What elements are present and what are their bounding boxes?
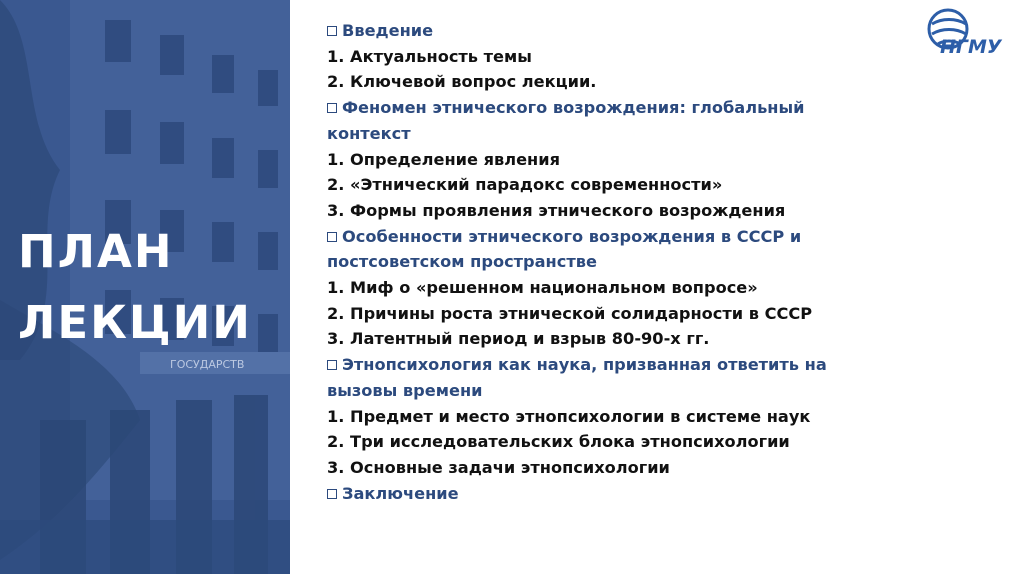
outline-item-text: 1. Миф о «решенном национальном вопросе»: [327, 278, 758, 298]
outline-section-continuation: контекст: [327, 123, 411, 143]
outline-item: [327, 44, 927, 70]
outline-item-text: 2. Ключевой вопрос лекции.: [327, 72, 597, 92]
outline-section: [327, 352, 927, 378]
outline-section-text: Особенности этнического возрождения в СССР и: [342, 226, 802, 246]
checkbox-bullet-icon: [327, 103, 337, 113]
outline-item: [327, 172, 927, 198]
outline-item: [327, 326, 927, 352]
outline-item: [327, 455, 927, 481]
lecture-outline: [327, 18, 927, 506]
outline-section-text: Феномен этнического возрождения: глобальный: [342, 98, 805, 118]
checkbox-bullet-icon: [327, 360, 337, 370]
outline-item: [327, 147, 927, 173]
outline-section: [327, 224, 927, 250]
outline-item-text: 3. Формы проявления этнического возрождения: [327, 200, 786, 220]
slide-title: [18, 216, 252, 358]
outline-item-text: 1. Актуальность темы: [327, 46, 532, 66]
outline-item: [327, 198, 927, 224]
checkbox-bullet-icon: [327, 232, 337, 242]
outline-item: [327, 301, 927, 327]
outline-item: [327, 429, 927, 455]
outline-item: [327, 404, 927, 430]
checkbox-bullet-icon: [327, 489, 337, 499]
outline-item-text: 1. Определение явления: [327, 149, 560, 169]
outline-section-continuation: постсоветском пространстве: [327, 252, 597, 272]
slide-title-line-2: ЛЕКЦИИ: [18, 296, 252, 349]
outline-item-text: 3. Латентный период и взрыв 80-90-х гг.: [327, 329, 710, 349]
building-sign-text: ГОСУДАРСТВ: [170, 358, 245, 371]
outline-section: [327, 481, 927, 507]
outline-section: [327, 95, 927, 121]
outline-item-text: 1. Предмет и место этнопсихологии в системе наук: [327, 406, 811, 426]
outline-section-continuation: вызовы времени: [327, 380, 483, 400]
building-photo-panel: [0, 0, 290, 574]
university-logo-icon: [926, 4, 1012, 62]
outline-item-text: 2. «Этнический парадокс современности»: [327, 175, 723, 195]
outline-section-text: Заключение: [342, 483, 459, 503]
outline-item: [327, 275, 927, 301]
outline-item-text: 2. Три исследовательских блока этнопсихологии: [327, 432, 790, 452]
outline-item-text: 2. Причины роста этнической солидарности в СССР: [327, 303, 813, 323]
outline-section: [327, 18, 927, 44]
outline-section-text: Этнопсихология как наука, призванная ответить на: [342, 355, 827, 375]
outline-item: [327, 69, 927, 95]
outline-item-text: 3. Основные задачи этнопсихологии: [327, 457, 670, 477]
university-logo-text: НГМУ: [940, 36, 1002, 58]
checkbox-bullet-icon: [327, 26, 337, 36]
slide-title-line-1: ПЛАН: [18, 225, 174, 278]
outline-section-text: Введение: [342, 21, 434, 40]
